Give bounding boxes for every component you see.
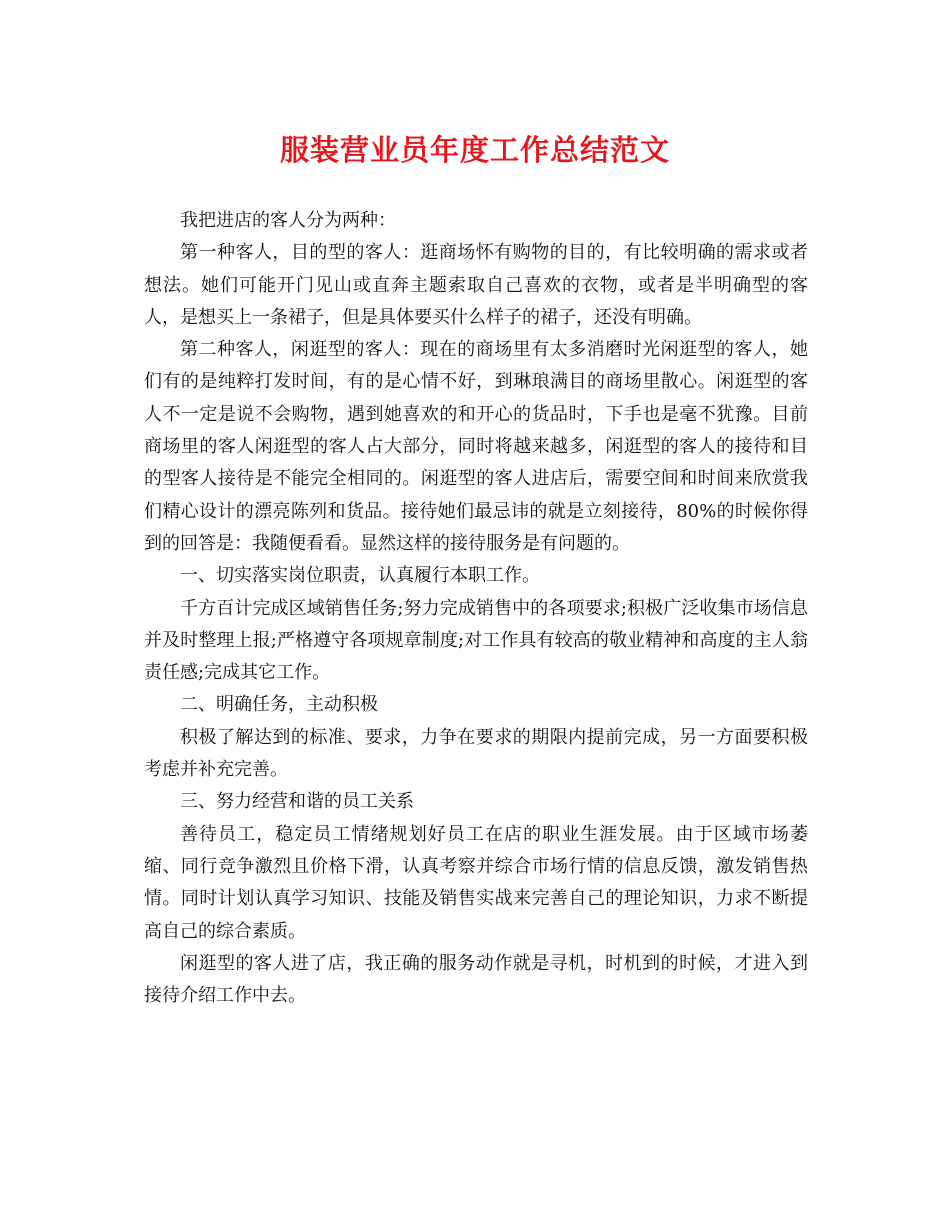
paragraph: 第一种客人，目的型的客人：逛商场怀有购物的目的，有比较明确的需求或者想法。她们可能开门见山或直奔主题索取自己喜欢的衣物，或者是半明确型的客人，是想买上一条裙子，但是具体要买什么样子的裙子，还没有明确。: [144, 242, 808, 328]
section-heading: 一、切实落实岗位职责，认真履行本职工作。: [180, 565, 540, 587]
paragraph: 闲逛型的客人进了店，我正确的服务动作就是寻机，时机到的时候，才进入到接待介绍工作中去。: [144, 952, 808, 1007]
document-title: 服装营业员年度工作总结范文: [279, 133, 670, 167]
section-heading: 二、明确任务，主动积极: [180, 694, 378, 716]
paragraph: 千方百计完成区域销售任务;努力完成销售中的各项要求;积极广泛收集市场信息并及时整理上报;严格遵守各项规章制度;对工作具有较高的敬业精神和高度的主人翁责任感;完成其它工作。: [144, 597, 808, 684]
paragraph: 我把进店的客人分为两种：: [180, 210, 396, 231]
section-heading: 三、努力经营和谐的员工关系: [180, 791, 414, 813]
paragraph: 第二种客人，闲逛型的客人：现在的商场里有太多消磨时光闲逛型的客人，她们有的是纯粹打发时间，有的是心情不好，到琳琅满目的商场里散心。闲逛型的客人不一定是说不会购物，遇到她喜欢的和开心的货品时，下手也是毫不犹豫。目前商场里的客人闲逛型的客人占大部分，同时将越来越多，闲逛型的客人的接待和目的型客人接待是不能完全相同的。闲逛型的客人进店后，需要空间和时间来欣赏我们精心设计的漂亮陈列和货品。接待她们最忌讳的就是立刻接待，80%的时候你得到的回答是：我随便看看。显然这样的接待服务是有问题的。: [144, 339, 808, 554]
paragraph: 积极了解达到的标准、要求，力争在要求的期限内提前完成，另一方面要积极考虑并补充完善。: [144, 726, 808, 781]
paragraph: 善待员工，稳定员工情绪规划好员工在店的职业生涯发展。由于区域市场萎缩、同行竞争激烈且价格下滑，认真考察并综合市场行情的信息反馈，激发销售热情。同时计划认真学习知识、技能及销售实战来完善自己的理论知识，力求不断提高自己的综合素质。: [144, 823, 808, 942]
document-body: [144, 205, 808, 1012]
